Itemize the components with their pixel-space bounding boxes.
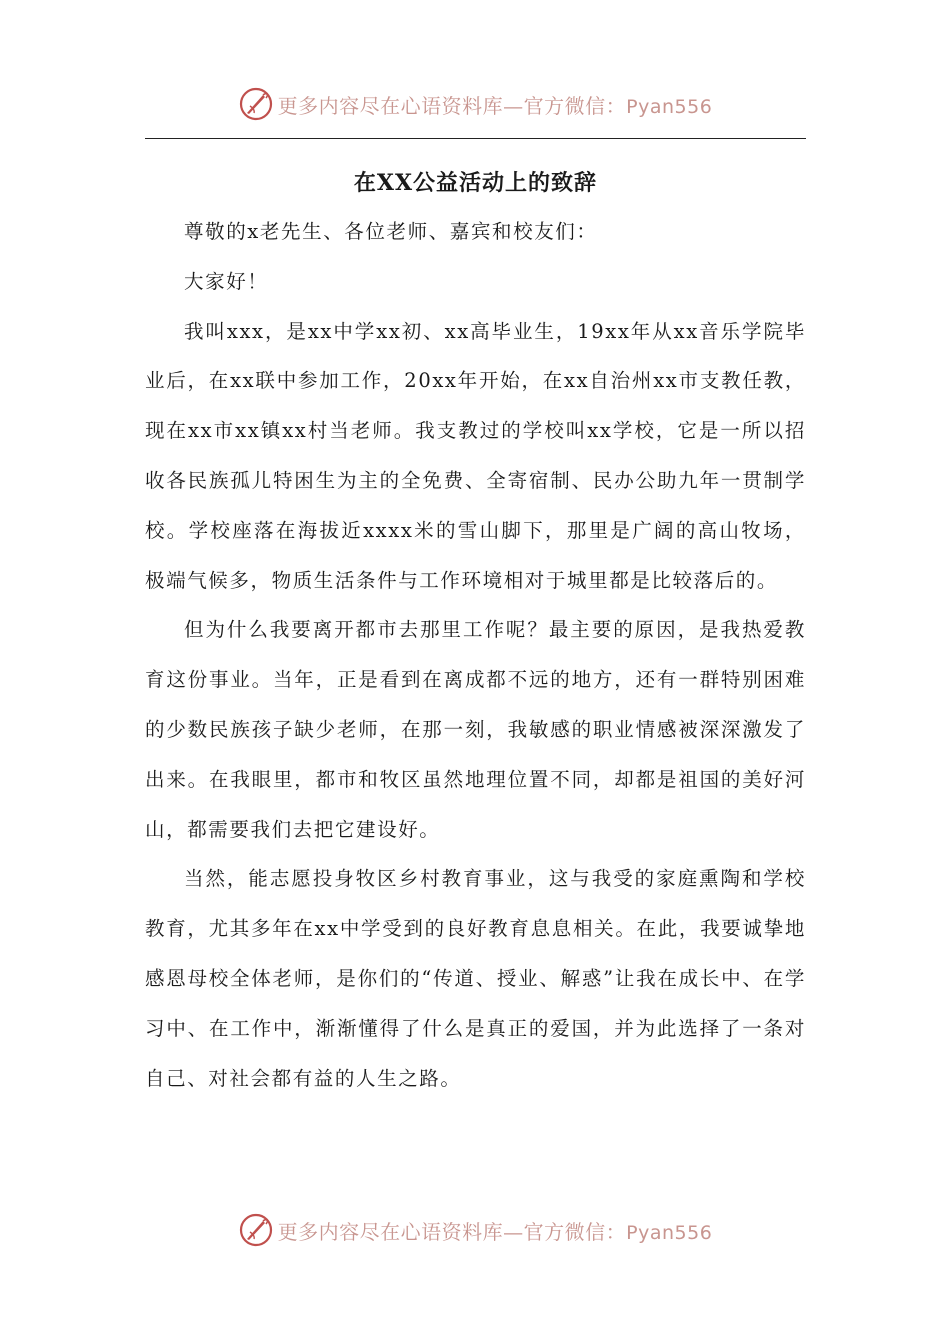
body-paragraph: 当然，能志愿投身牧区乡村教育事业，这与我受的家庭熏陶和学校教育，尤其多年在xx中学受到的良好教育息息相关。在此，我要诚挚地感恩母校全体老师，是你们的“传道、授业、解惑”让我在成长中、在学习中、在工作中，渐渐懂得了什么是真正的爱国，并为此选择了一条对自己、对社会都有益的人生之路。: [145, 867, 806, 1090]
banner-text: [278, 90, 713, 119]
salutation: 尊敬的x老先生、各位老师、嘉宾和校友们：: [184, 220, 598, 243]
header-banner: [0, 82, 950, 126]
document-body: [145, 207, 806, 1103]
quill-logo-icon: [238, 1212, 274, 1248]
banner-label: 更多内容尽在心语资料库—官方微信：: [277, 93, 627, 118]
header-divider: [145, 138, 806, 139]
body-paragraph: 但为什么我要离开都市去那里工作呢？最主要的原因，是我热爱教育这份事业。当年，正是看到在离成都不远的地方，还有一群特别困难的少数民族孩子缺少老师，在那一刻，我敏感的职业情感被深深激发了出来。在我眼里，都市和牧区虽然地理位置不同，却都是祖国的美好河山，都需要我们去把它建设好。: [145, 618, 806, 841]
document-title: 在XX公益活动上的致辞: [353, 170, 598, 196]
banner-text: [278, 1216, 713, 1245]
banner-label: 更多内容尽在心语资料库—官方微信：: [277, 1219, 627, 1244]
footer-banner: [0, 1208, 950, 1252]
quill-logo-icon: [238, 86, 274, 122]
body-paragraph: 我叫xxx，是xx中学xx初、xx高毕业生，19xx年从xx音乐学院毕业后，在xx联中参加工作，20xx年开始，在xx自治州xx市支教任教，现在xx市xx镇xx村当老师。我支教过的学校叫xx学校，它是一所以招收各民族孤儿特困生为主的全免费、全寄宿制、民办公助九年一贯制学校。学校座落在海拔近xxxx米的雪山脚下，那里是广阔的高山牧场，极端气候多，物质生活条件与工作环境相对于城里都是比较落后的。: [145, 319, 806, 592]
greeting: 大家好！: [184, 269, 269, 293]
banner-wechat-id: Pyan556: [626, 1221, 713, 1244]
banner-wechat-id: Pyan556: [626, 95, 713, 118]
